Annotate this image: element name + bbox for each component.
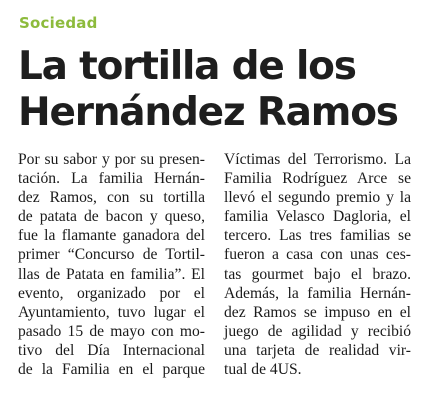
body-line: llevó el segundo premio y la: [224, 189, 411, 207]
body-line: de la Familia en el parque: [18, 361, 205, 379]
body-column-right: [224, 150, 411, 379]
body-column-left: [18, 150, 205, 379]
body-line: dez Ramos, con su tortilla: [18, 189, 205, 207]
body-line: fue la flamante ganadora del: [18, 227, 205, 245]
headline-line: Hernández Ramos: [18, 90, 398, 135]
body-line: tercero. Las tres familias se: [224, 227, 411, 245]
body-line: tación. La familia Hernán-: [18, 170, 205, 188]
body-line: fueron a casa con unas ces-: [224, 246, 411, 264]
body-line: llas de Patata en familia”. El: [18, 265, 205, 283]
body-line: evento, organizado por el: [18, 284, 205, 302]
body-line: Por su sabor y por su presen-: [18, 151, 205, 168]
body-line: Ayuntamiento, tuvo lugar el: [18, 303, 205, 321]
section-label: Sociedad: [19, 14, 98, 32]
headline-line: La tortilla de los: [18, 44, 356, 89]
body-line: primer “Concurso de Tortil-: [18, 246, 205, 264]
body-line: dez Ramos se impuso en el: [224, 303, 411, 321]
body-line: tas gourmet bajo el brazo.: [224, 265, 411, 283]
body-line: familia Velasco Dagloria, el: [224, 208, 411, 226]
body-line: Víctimas del Terrorismo. La: [224, 151, 411, 168]
body-line: juego de agilidad y recibió: [224, 322, 411, 340]
body-line: una tarjeta de realidad vir-: [224, 341, 411, 359]
body-line: tual de 4US.: [224, 361, 302, 379]
article-body: [18, 150, 422, 398]
body-line: Familia Rodríguez Arce se: [224, 170, 411, 188]
headline: [18, 44, 428, 136]
body-line: Además, la familia Hernán-: [224, 284, 411, 302]
body-line: tivo del Día Internacional: [18, 341, 205, 359]
body-line: de patata de bacon y queso,: [18, 208, 205, 226]
body-line: pasado 15 de mayo con mo-: [18, 322, 205, 340]
